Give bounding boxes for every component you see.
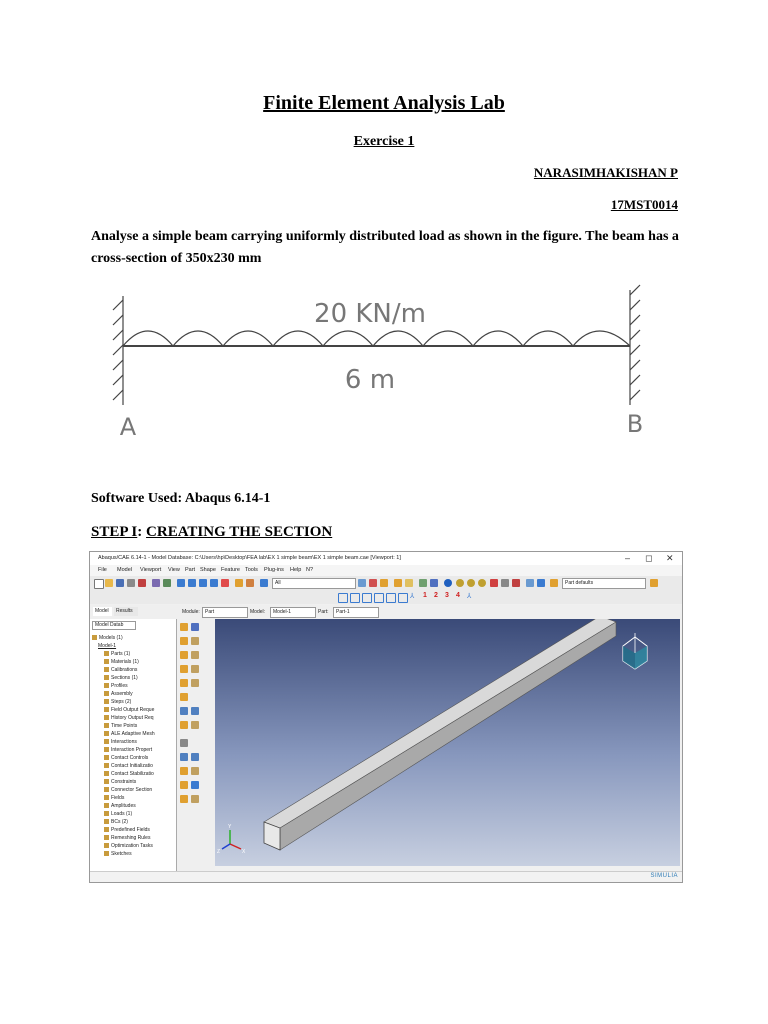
beam-3d-model bbox=[215, 619, 680, 866]
sweep-icon[interactable] bbox=[180, 651, 188, 659]
author-name: NARASIMHAKISHAN P bbox=[533, 165, 678, 180]
simulia-logo: SIMULIA bbox=[650, 873, 678, 879]
tree-item-label: Steps (2) bbox=[111, 699, 132, 705]
tab-model[interactable]: Model bbox=[93, 607, 112, 616]
minimize-button[interactable]: – bbox=[625, 553, 631, 563]
steps-icon bbox=[104, 699, 109, 704]
select-icon[interactable] bbox=[260, 579, 268, 587]
repair-icon[interactable] bbox=[180, 739, 188, 747]
part-toolbox bbox=[177, 619, 215, 871]
models-icon bbox=[92, 635, 97, 640]
color-code-icon[interactable] bbox=[490, 579, 498, 587]
contact-stab-icon bbox=[104, 771, 109, 776]
step-number: STEP I bbox=[91, 524, 138, 540]
tree-item-label: Amplitudes bbox=[111, 803, 136, 809]
problem-statement: Analyse a simple beam carrying uniformly distributed load as shown in the figure. The beam has a cross-section of 350x230 mm bbox=[91, 229, 679, 266]
tree-item-label: Contact Stabilizatio bbox=[111, 771, 154, 777]
part-defaults-icon bbox=[550, 579, 558, 587]
menu-bar bbox=[90, 565, 682, 576]
print-icon[interactable] bbox=[127, 579, 135, 587]
sections-icon bbox=[104, 675, 109, 680]
pan-icon[interactable] bbox=[177, 579, 185, 587]
tree-item-label: Field Output Reque bbox=[111, 707, 155, 713]
part-select[interactable]: Part-1 bbox=[333, 607, 379, 618]
module-select[interactable]: Part bbox=[202, 607, 248, 618]
view-3-button[interactable]: 3 bbox=[445, 592, 449, 599]
document-title: Finite Element Analysis Lab bbox=[263, 92, 505, 114]
tree-item-label: Loads (1) bbox=[111, 811, 133, 817]
tree-item-label: Time Points bbox=[111, 723, 138, 729]
view-manager-icon[interactable] bbox=[501, 579, 509, 587]
part-label: Part: bbox=[318, 609, 329, 615]
display-options-icon[interactable] bbox=[650, 579, 658, 587]
box-zoom-icon[interactable] bbox=[210, 579, 218, 587]
menu-model[interactable]: Model bbox=[117, 567, 132, 573]
tree-header[interactable] bbox=[92, 621, 136, 630]
csys-icon[interactable] bbox=[191, 753, 199, 761]
menu-shape[interactable]: Shape bbox=[200, 567, 216, 573]
tree-item[interactable] bbox=[104, 651, 130, 657]
optimization-icon bbox=[104, 843, 109, 848]
tree-item-label: Model-1 bbox=[98, 643, 117, 649]
amplitudes-icon bbox=[104, 803, 109, 808]
tree-item[interactable] bbox=[104, 851, 132, 857]
geometry-edit-icon[interactable] bbox=[191, 795, 199, 803]
render-filter-select[interactable]: All bbox=[272, 578, 356, 589]
abaqus-screenshot bbox=[89, 551, 683, 883]
menu-help[interactable]: Help bbox=[290, 567, 302, 573]
measure-icon[interactable] bbox=[246, 579, 254, 587]
tree-item-label: Models (1) bbox=[99, 635, 123, 641]
tree-item[interactable] bbox=[104, 675, 138, 681]
tree-item[interactable] bbox=[104, 691, 133, 697]
add-icon[interactable] bbox=[380, 579, 388, 587]
length-label: 6 m bbox=[344, 365, 396, 395]
tree-item-label: Sections (1) bbox=[111, 675, 138, 681]
sketches-icon bbox=[104, 851, 109, 856]
tree-item-label: History Output Req bbox=[111, 715, 154, 721]
triad-x-label: X bbox=[242, 849, 246, 855]
tree-item[interactable] bbox=[104, 699, 131, 705]
triad-y-label: Y bbox=[228, 824, 232, 830]
tree-item[interactable] bbox=[104, 707, 154, 713]
auto-fit-icon[interactable] bbox=[221, 579, 229, 587]
module-label: Module: bbox=[182, 609, 200, 615]
tree-item-label: Interaction Propert bbox=[111, 747, 153, 753]
tree-item-label: Predefined Fields bbox=[111, 827, 150, 833]
display-options-select[interactable]: Part defaults bbox=[562, 578, 646, 589]
close-button[interactable]: ✕ bbox=[666, 553, 674, 563]
menu-part[interactable]: Part bbox=[185, 567, 196, 573]
mesh-display-icon[interactable] bbox=[163, 579, 171, 587]
fields-icon bbox=[104, 795, 109, 800]
set-icon[interactable] bbox=[180, 767, 188, 775]
tree-item[interactable] bbox=[104, 731, 155, 737]
bcs-icon bbox=[104, 819, 109, 824]
step-title: CREATING THE SECTION bbox=[146, 524, 333, 540]
model-label: Model: bbox=[250, 609, 266, 615]
all-icon[interactable] bbox=[430, 579, 438, 587]
tree-item-label: Sketches bbox=[111, 851, 132, 857]
intersect-icon[interactable] bbox=[405, 579, 413, 587]
menu-plugins[interactable]: Plug-ins bbox=[264, 567, 284, 573]
round-icon[interactable] bbox=[180, 693, 188, 701]
view-2-button[interactable]: 2 bbox=[434, 592, 438, 599]
tree-item[interactable] bbox=[104, 795, 124, 801]
transform-icon[interactable] bbox=[191, 781, 199, 789]
hole-icon[interactable] bbox=[191, 665, 199, 673]
field-output-icon bbox=[104, 707, 109, 712]
time-points-icon bbox=[104, 723, 109, 728]
contact-controls-icon bbox=[104, 755, 109, 760]
create-part-icon[interactable] bbox=[180, 623, 188, 631]
model-select[interactable]: Model-1 bbox=[270, 607, 316, 618]
tree-item[interactable] bbox=[104, 835, 150, 841]
tree-item[interactable] bbox=[104, 843, 153, 849]
display-group-icon[interactable] bbox=[358, 579, 366, 587]
save-icon[interactable] bbox=[116, 579, 124, 587]
tree-item-label: Parts (1) bbox=[111, 651, 131, 657]
tree-item[interactable] bbox=[104, 827, 150, 833]
menu-viewport[interactable]: Viewport bbox=[140, 567, 162, 573]
tree-item-label: Contact Initializatio bbox=[111, 763, 153, 769]
query-icon[interactable] bbox=[235, 579, 243, 587]
main-toolbar bbox=[90, 576, 682, 591]
triad-z-label: Z bbox=[217, 849, 221, 855]
assembly-icon bbox=[104, 691, 109, 696]
tree-item[interactable] bbox=[104, 787, 152, 793]
top-view-icon[interactable] bbox=[374, 593, 384, 603]
rotate-icon[interactable] bbox=[188, 579, 196, 587]
axis-triad bbox=[217, 824, 246, 855]
viewport[interactable] bbox=[215, 619, 680, 866]
tab-results[interactable]: Results bbox=[114, 607, 138, 616]
exercise-heading: Exercise 1 bbox=[353, 134, 415, 149]
partition-icon[interactable] bbox=[180, 721, 188, 729]
front-view-icon[interactable] bbox=[350, 593, 360, 603]
tree-item-label: Connector Section bbox=[111, 787, 153, 793]
loft-icon[interactable] bbox=[191, 651, 199, 659]
extrude-icon[interactable] bbox=[180, 637, 188, 645]
tree-item-label: BCs (2) bbox=[111, 819, 128, 825]
tree-item-label: Contact Controls bbox=[111, 755, 149, 761]
reference-point-icon[interactable] bbox=[180, 753, 188, 761]
back-view-icon[interactable] bbox=[362, 593, 372, 603]
registration-number: 17MST0014 bbox=[610, 197, 678, 212]
beam-figure bbox=[100, 280, 660, 440]
reverse-icon[interactable] bbox=[419, 579, 427, 587]
tree-item-label: Optimization Tasks bbox=[111, 843, 153, 849]
perspective-icon[interactable] bbox=[512, 579, 520, 587]
revolve-icon[interactable] bbox=[191, 637, 199, 645]
menu-file[interactable]: File bbox=[98, 567, 107, 573]
info-icon[interactable] bbox=[444, 579, 452, 587]
new-file-icon[interactable] bbox=[94, 579, 104, 589]
step-separator: : bbox=[137, 524, 147, 540]
window-titlebar bbox=[90, 552, 682, 565]
tree-item[interactable] bbox=[104, 723, 137, 729]
iso-view-icon[interactable] bbox=[338, 593, 348, 603]
predefined-fields-icon bbox=[104, 827, 109, 832]
query-tool-icon[interactable] bbox=[180, 781, 188, 789]
datum-axis-icon[interactable] bbox=[191, 707, 199, 715]
wireframe-icon[interactable] bbox=[467, 579, 475, 587]
support-a-label: A bbox=[119, 413, 137, 440]
connector-icon bbox=[104, 787, 109, 792]
tree-item[interactable] bbox=[104, 667, 137, 673]
datum-icon[interactable] bbox=[180, 707, 188, 715]
constraints-icon bbox=[104, 779, 109, 784]
tree-item-label: Constraints bbox=[111, 779, 137, 785]
interaction-properties-icon bbox=[104, 747, 109, 752]
maximize-button[interactable]: ◻ bbox=[645, 553, 653, 563]
materials-icon bbox=[104, 659, 109, 664]
model-tree bbox=[90, 619, 177, 871]
step-heading bbox=[91, 524, 332, 541]
cut-icon[interactable] bbox=[180, 665, 188, 673]
tree-item-label: ALE Adaptive Mesh bbox=[111, 731, 155, 737]
profiles-icon bbox=[104, 683, 109, 688]
layer-icon[interactable] bbox=[526, 579, 534, 587]
surface-icon[interactable] bbox=[191, 767, 199, 775]
tree-item[interactable] bbox=[104, 715, 154, 721]
menu-view[interactable]: View bbox=[168, 567, 180, 573]
status-bar bbox=[90, 871, 682, 883]
window-title: Abaqus/CAE 6.14-1 - Model Database: C:\Users\hp\Desktop\FEA lab\EX 1 simple beam\EX 1 simple beam.cae [Viewport: 1] bbox=[98, 555, 401, 561]
part-manager-icon[interactable] bbox=[191, 623, 199, 631]
view-4-button[interactable]: 4 bbox=[456, 592, 460, 599]
tree-item-label: Remeshing Rules bbox=[111, 835, 151, 841]
tree-item[interactable] bbox=[104, 803, 136, 809]
annotation-icon[interactable] bbox=[537, 579, 545, 587]
partition-face-icon[interactable] bbox=[191, 721, 199, 729]
view-1-button[interactable]: 1 bbox=[423, 592, 427, 599]
open-icon[interactable] bbox=[105, 579, 113, 587]
record-icon[interactable] bbox=[138, 579, 146, 587]
tree-item[interactable] bbox=[104, 659, 139, 665]
load-label: 20 KN/m bbox=[314, 299, 426, 329]
tree-item[interactable] bbox=[104, 771, 154, 777]
wire-icon[interactable] bbox=[191, 679, 199, 687]
tree-item-label: Assembly bbox=[111, 691, 133, 697]
software-used: Software Used: Abaqus 6.14-1 bbox=[91, 491, 271, 506]
tree-item[interactable] bbox=[104, 683, 128, 689]
parts-icon bbox=[104, 651, 109, 656]
context-bar bbox=[90, 605, 682, 619]
tree-item[interactable] bbox=[104, 747, 152, 753]
triad-view-icon[interactable]: ⅄ bbox=[410, 593, 415, 600]
view-toolbar bbox=[90, 590, 682, 604]
tree-item-label: Profiles bbox=[111, 683, 128, 689]
hidden-line-icon[interactable] bbox=[478, 579, 486, 587]
replace-icon[interactable] bbox=[369, 579, 377, 587]
menu-feature[interactable]: Feature bbox=[221, 567, 240, 573]
shell-icon[interactable] bbox=[180, 679, 188, 687]
tree-item-label: Interactions bbox=[111, 739, 137, 745]
support-b-label: B bbox=[626, 410, 644, 438]
render-icon[interactable] bbox=[152, 579, 160, 587]
tree-item[interactable] bbox=[104, 779, 136, 785]
tree-item-label: Materials (1) bbox=[111, 659, 139, 665]
loads-icon bbox=[104, 811, 109, 816]
shade-icon[interactable] bbox=[456, 579, 464, 587]
tree-item[interactable] bbox=[104, 739, 137, 745]
tools-icon[interactable] bbox=[180, 795, 188, 803]
tree-item[interactable] bbox=[98, 643, 116, 649]
remove-icon[interactable] bbox=[394, 579, 402, 587]
contact-init-icon bbox=[104, 763, 109, 768]
remeshing-icon bbox=[104, 835, 109, 840]
ale-icon bbox=[104, 731, 109, 736]
view-cube[interactable] bbox=[623, 633, 647, 669]
tree-item[interactable] bbox=[104, 819, 128, 825]
tree-header-select[interactable]: Model Datab bbox=[92, 621, 136, 630]
tree-item[interactable] bbox=[104, 755, 148, 761]
tree-item[interactable] bbox=[104, 811, 132, 817]
tree-item-label: Fields bbox=[111, 795, 125, 801]
menu-whats-this[interactable]: N? bbox=[306, 567, 314, 573]
custom-view-icon[interactable]: ⅄ bbox=[467, 593, 472, 600]
menu-tools[interactable]: Tools bbox=[245, 567, 258, 573]
interactions-icon bbox=[104, 739, 109, 744]
tree-item[interactable] bbox=[92, 635, 123, 641]
bottom-view-icon[interactable] bbox=[386, 593, 396, 603]
history-output-icon bbox=[104, 715, 109, 720]
calibrations-icon bbox=[104, 667, 109, 672]
tree-item-label: Calibrations bbox=[111, 667, 138, 673]
left-view-icon[interactable] bbox=[398, 593, 408, 603]
tree-item[interactable] bbox=[104, 763, 153, 769]
zoom-icon[interactable] bbox=[199, 579, 207, 587]
